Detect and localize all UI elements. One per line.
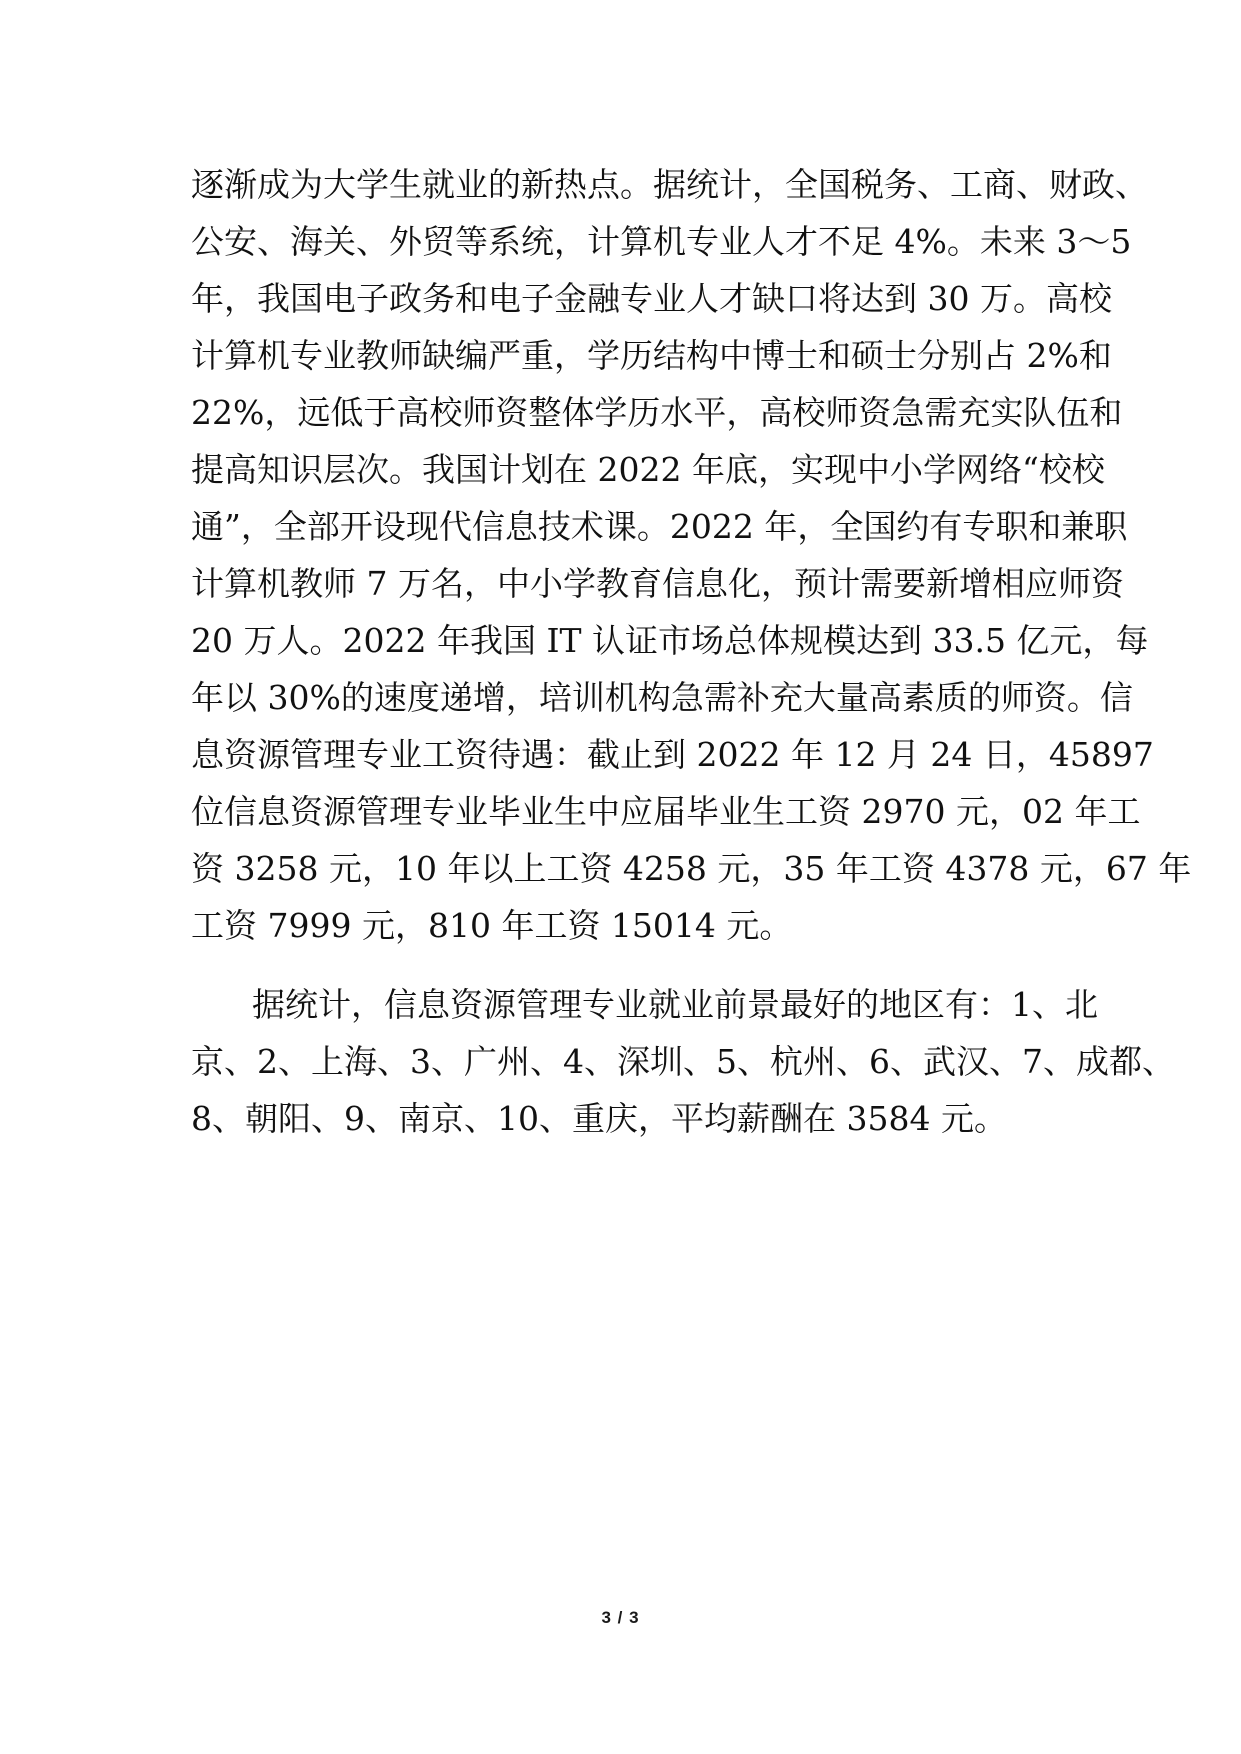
paragraph-line: 位信息资源管理专业毕业生中应届毕业生工资 2970 元，02 年工 [191, 792, 1141, 831]
paragraph-line-indented: 据统计，信息资源管理专业就业前景最好的地区有：1、北 [252, 985, 1098, 1024]
paragraph-line-last: 工资 7999 元，810 年工资 15014 元。 [191, 906, 793, 945]
paragraph-line: 公安、海关、外贸等系统，计算机专业人才不足 4%。未来 3～5 [191, 222, 1132, 261]
paragraph-line: 京、2、上海、3、广州、4、深圳、5、杭州、6、武汉、7、成都、 [191, 1042, 1175, 1081]
paragraph-line: 计算机教师 7 万名，中小学教育信息化，预计需要新增相应师资 [191, 564, 1124, 603]
paragraph-line: 通”，全部开设现代信息技术课。2022 年，全国约有专职和兼职 [191, 507, 1128, 546]
paragraph-line: 计算机专业教师缺编严重，学历结构中博士和硕士分别占 2%和 [191, 336, 1112, 375]
paragraph-line: 20 万人。2022 年我国 IT 认证市场总体规模达到 33.5 亿元，每 [191, 621, 1149, 660]
page-number: 3 / 3 [601, 1608, 640, 1627]
paragraph-line: 息资源管理专业工资待遇：截止到 2022 年 12 月 24 日，45897 [191, 735, 1154, 774]
paragraph-line: 22%，远低于高校师资整体学历水平，高校师资急需充实队伍和 [191, 393, 1123, 432]
paragraph-line: 逐渐成为大学生就业的新热点。据统计，全国税务、工商、财政、 [191, 165, 1148, 204]
paragraph-line-last: 8、朝阳、9、南京、10、重庆，平均薪酬在 3584 元。 [191, 1099, 1007, 1138]
paragraph-line: 年，我国电子政务和电子金融专业人才缺口将达到 30 万。高校 [191, 279, 1112, 318]
paragraph-line: 资 3258 元，10 年以上工资 4258 元，35 年工资 4378 元，67 年 [191, 849, 1192, 888]
paragraph-line: 年以 30%的速度递增，培训机构急需补充大量高素质的师资。信 [191, 678, 1133, 717]
paragraph-line: 提高知识层次。我国计划在 2022 年底，实现中小学网络“校校 [191, 450, 1105, 489]
